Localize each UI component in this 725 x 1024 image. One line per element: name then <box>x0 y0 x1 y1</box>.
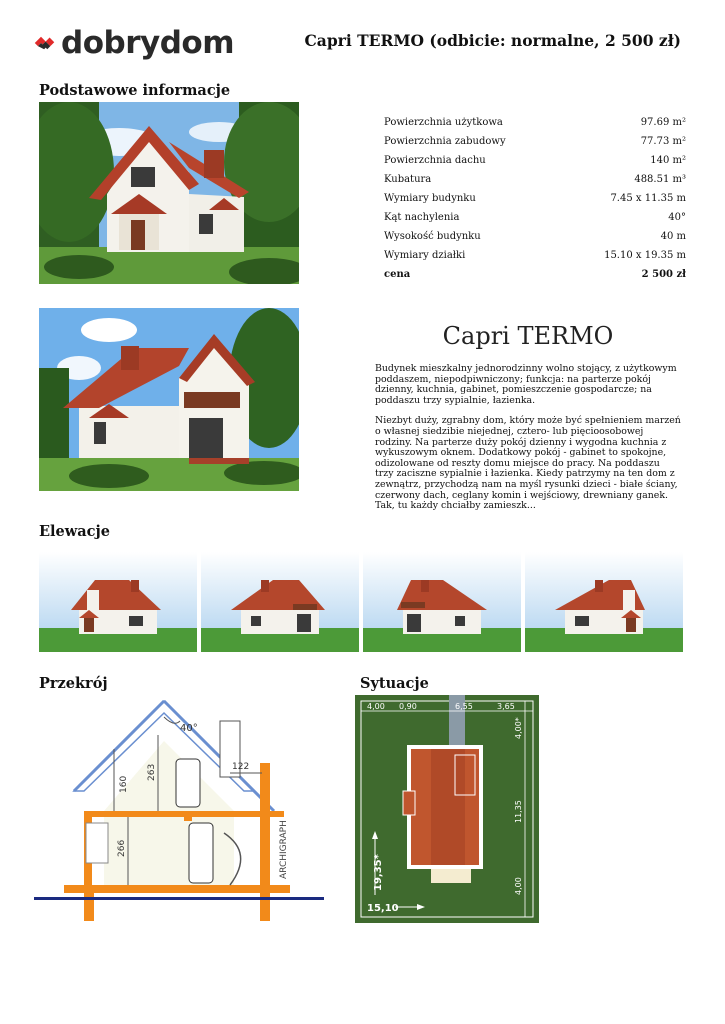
site-dim: 0,90 <box>399 702 417 711</box>
elevation-back[interactable] <box>363 552 521 652</box>
info-row <box>384 208 686 227</box>
info-row <box>384 170 686 189</box>
info-label: Powierzchnia dachu <box>384 155 486 166</box>
elevation-front[interactable] <box>39 552 197 652</box>
project-description <box>375 364 681 522</box>
info-table <box>384 113 686 284</box>
house-photo-front[interactable] <box>39 102 299 284</box>
info-row <box>384 132 686 151</box>
section-title-basic: Podstawowe informacje <box>39 82 231 99</box>
info-value: 140 m² <box>650 155 686 166</box>
description-paragraph: Budynek mieszkalny jednorodzinny wolno stojący, z użytkowym poddaszem, niepodpiwniczony; funkcja: na parterze pokój dzienny, kuchnia, gabinet, pomieszczenie gospodarcze; na poddaszu trzy sypialnie, łazienka. <box>375 363 677 406</box>
brand-logo[interactable] <box>34 22 234 64</box>
dim-label: 160 <box>119 775 129 793</box>
info-value: 77.73 m² <box>640 136 686 147</box>
price-row <box>384 265 686 284</box>
info-label: Powierzchnia zabudowy <box>384 136 506 147</box>
info-label: Powierzchnia użytkowa <box>384 117 503 128</box>
plot-depth: 19,35* <box>373 854 384 891</box>
dim-label: 263 <box>147 763 157 781</box>
cross-section-drawing[interactable] <box>34 693 324 925</box>
info-row <box>384 151 686 170</box>
project-name: Capri TERMO <box>442 322 614 350</box>
brand-name: dobrydom <box>61 25 234 61</box>
dim-label: 266 <box>117 839 127 857</box>
logo-mark-icon <box>34 23 55 63</box>
plot-width: 15,10 <box>367 903 399 914</box>
info-value: 40° <box>668 212 686 223</box>
angle-label: 40° <box>180 723 198 734</box>
info-label: Wymiary budynku <box>384 193 476 204</box>
section-title-elevations: Elewacje <box>39 523 110 540</box>
price-value: 2 500 zł <box>641 269 686 280</box>
info-value: 7.45 x 11.35 m <box>610 193 686 204</box>
info-label: Kubatura <box>384 174 432 185</box>
info-value: 15.10 x 19.35 m <box>604 250 686 261</box>
info-row <box>384 246 686 265</box>
info-label: Wysokość budynku <box>384 231 481 242</box>
watermark: ARCHIGRAPH <box>279 820 289 879</box>
dim-label: 122 <box>232 762 250 772</box>
info-row <box>384 113 686 132</box>
info-row <box>384 189 686 208</box>
info-row <box>384 227 686 246</box>
section-title-situation: Sytuacje <box>360 675 429 692</box>
info-label: Kąt nachylenia <box>384 212 460 223</box>
page-title: Capri TERMO (odbicie: normalne, 2 500 zł) <box>304 31 681 50</box>
section-title-cross-section: Przekrój <box>39 675 108 692</box>
site-dim: 4,00 <box>367 702 385 711</box>
info-label: Wymiary działki <box>384 250 466 261</box>
house-photo-side[interactable] <box>39 308 299 491</box>
site-plan[interactable] <box>355 695 539 923</box>
elevation-left[interactable] <box>525 552 683 652</box>
info-value: 40 m <box>660 231 686 242</box>
site-dim: 11,35 <box>514 800 523 823</box>
description-paragraph: Niezbyt duży, zgrabny dom, który może być spełnieniem marzeń o własnej siedzibie niejednej, cztero- lub pięcioosobowej rodziny. Na parterze duży pokój dzienny i wygodna kuchnia z wykuszowym oknem. Dodatkowy pokój - gabinet to spokojne, odizolowane od reszty domu miejsce do pracy. Na poddaszu trzy zaciszne sypialnie i łazienka. Kiedy patrzymy na ten dom z zewnątrz, przychodzą nam na myśl rysunki dzieci - białe ściany, czerwony dach, ceglany komin i wejściowy, drewniany ganek. Tak, tu każdy chciałby zamieszk... <box>375 415 681 512</box>
site-dim: 4,00* <box>514 717 523 739</box>
site-dim: 6,55 <box>455 702 473 711</box>
info-value: 488.51 m³ <box>634 174 686 185</box>
elevation-right[interactable] <box>201 552 359 652</box>
info-value: 97.69 m² <box>640 117 686 128</box>
site-dim: 3,65 <box>497 702 515 711</box>
site-dim: 4,00 <box>514 877 523 895</box>
price-label: cena <box>384 269 411 280</box>
